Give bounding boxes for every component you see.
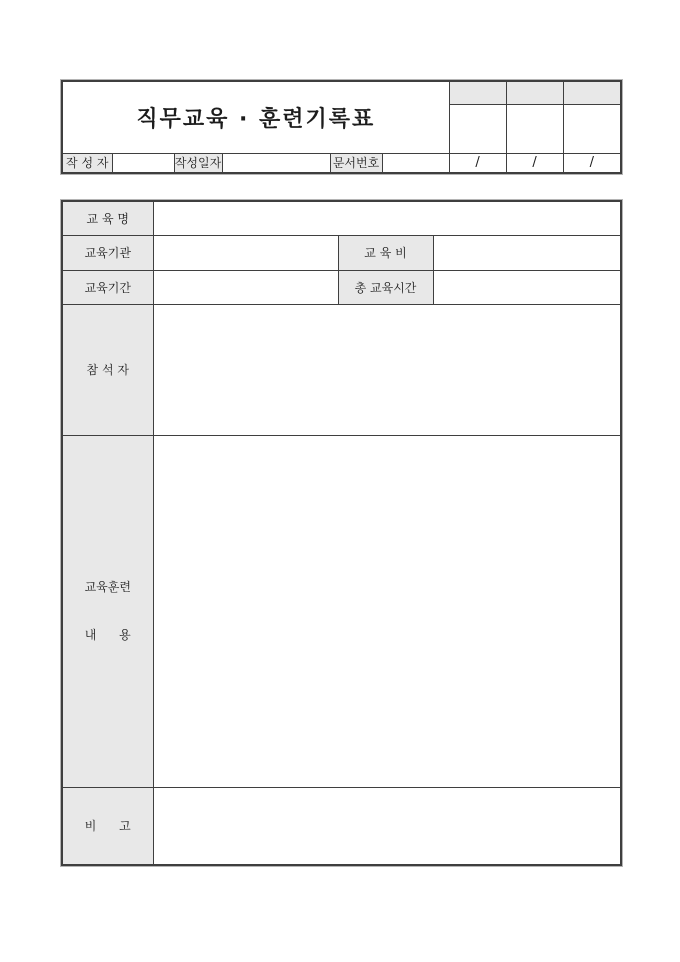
doc-no-field[interactable] (382, 153, 449, 173)
header-table (61, 80, 622, 174)
approval-sign-cell[interactable] (506, 104, 563, 153)
edu-org-field[interactable] (153, 235, 338, 270)
approval-sign-cell[interactable] (449, 104, 506, 153)
attendees-field[interactable] (153, 304, 621, 435)
approval-header-cell (506, 81, 563, 104)
write-date-label: 작성일자 (174, 153, 222, 173)
approval-date-cell[interactable]: / (563, 153, 621, 173)
edu-period-label: 교육기간 (62, 270, 153, 304)
training-record-table (61, 200, 622, 866)
edu-period-field[interactable] (153, 270, 338, 304)
training-content-label (62, 435, 153, 787)
approval-header-cell (563, 81, 621, 104)
edu-total-hours-label: 총 교육시간 (338, 270, 433, 304)
edu-total-hours-field[interactable] (433, 270, 621, 304)
edu-name-label: 교 육 명 (62, 201, 153, 235)
writer-field[interactable] (112, 153, 174, 173)
training-content-field[interactable] (153, 435, 621, 787)
remarks-field[interactable] (153, 787, 621, 865)
approval-sign-cell[interactable] (563, 104, 621, 153)
attendees-label: 참 석 자 (62, 304, 153, 435)
approval-date-cell[interactable]: / (449, 153, 506, 173)
remarks-label: 비 고 (62, 787, 153, 865)
writer-label: 작 성 자 (62, 153, 112, 173)
training-content-label-line1: 교육훈련 (84, 580, 131, 594)
form-title: 직무교육 · 훈련기록표 (62, 81, 449, 153)
approval-header-cell (449, 81, 506, 104)
write-date-field[interactable] (222, 153, 330, 173)
approval-date-cell[interactable]: / (506, 153, 563, 173)
edu-fee-field[interactable] (433, 235, 621, 270)
edu-name-field[interactable] (153, 201, 621, 235)
edu-fee-label: 교 육 비 (338, 235, 433, 270)
training-content-label-line2: 내 용 (84, 628, 131, 642)
edu-org-label: 교육기관 (62, 235, 153, 270)
doc-no-label: 문서번호 (330, 153, 382, 173)
